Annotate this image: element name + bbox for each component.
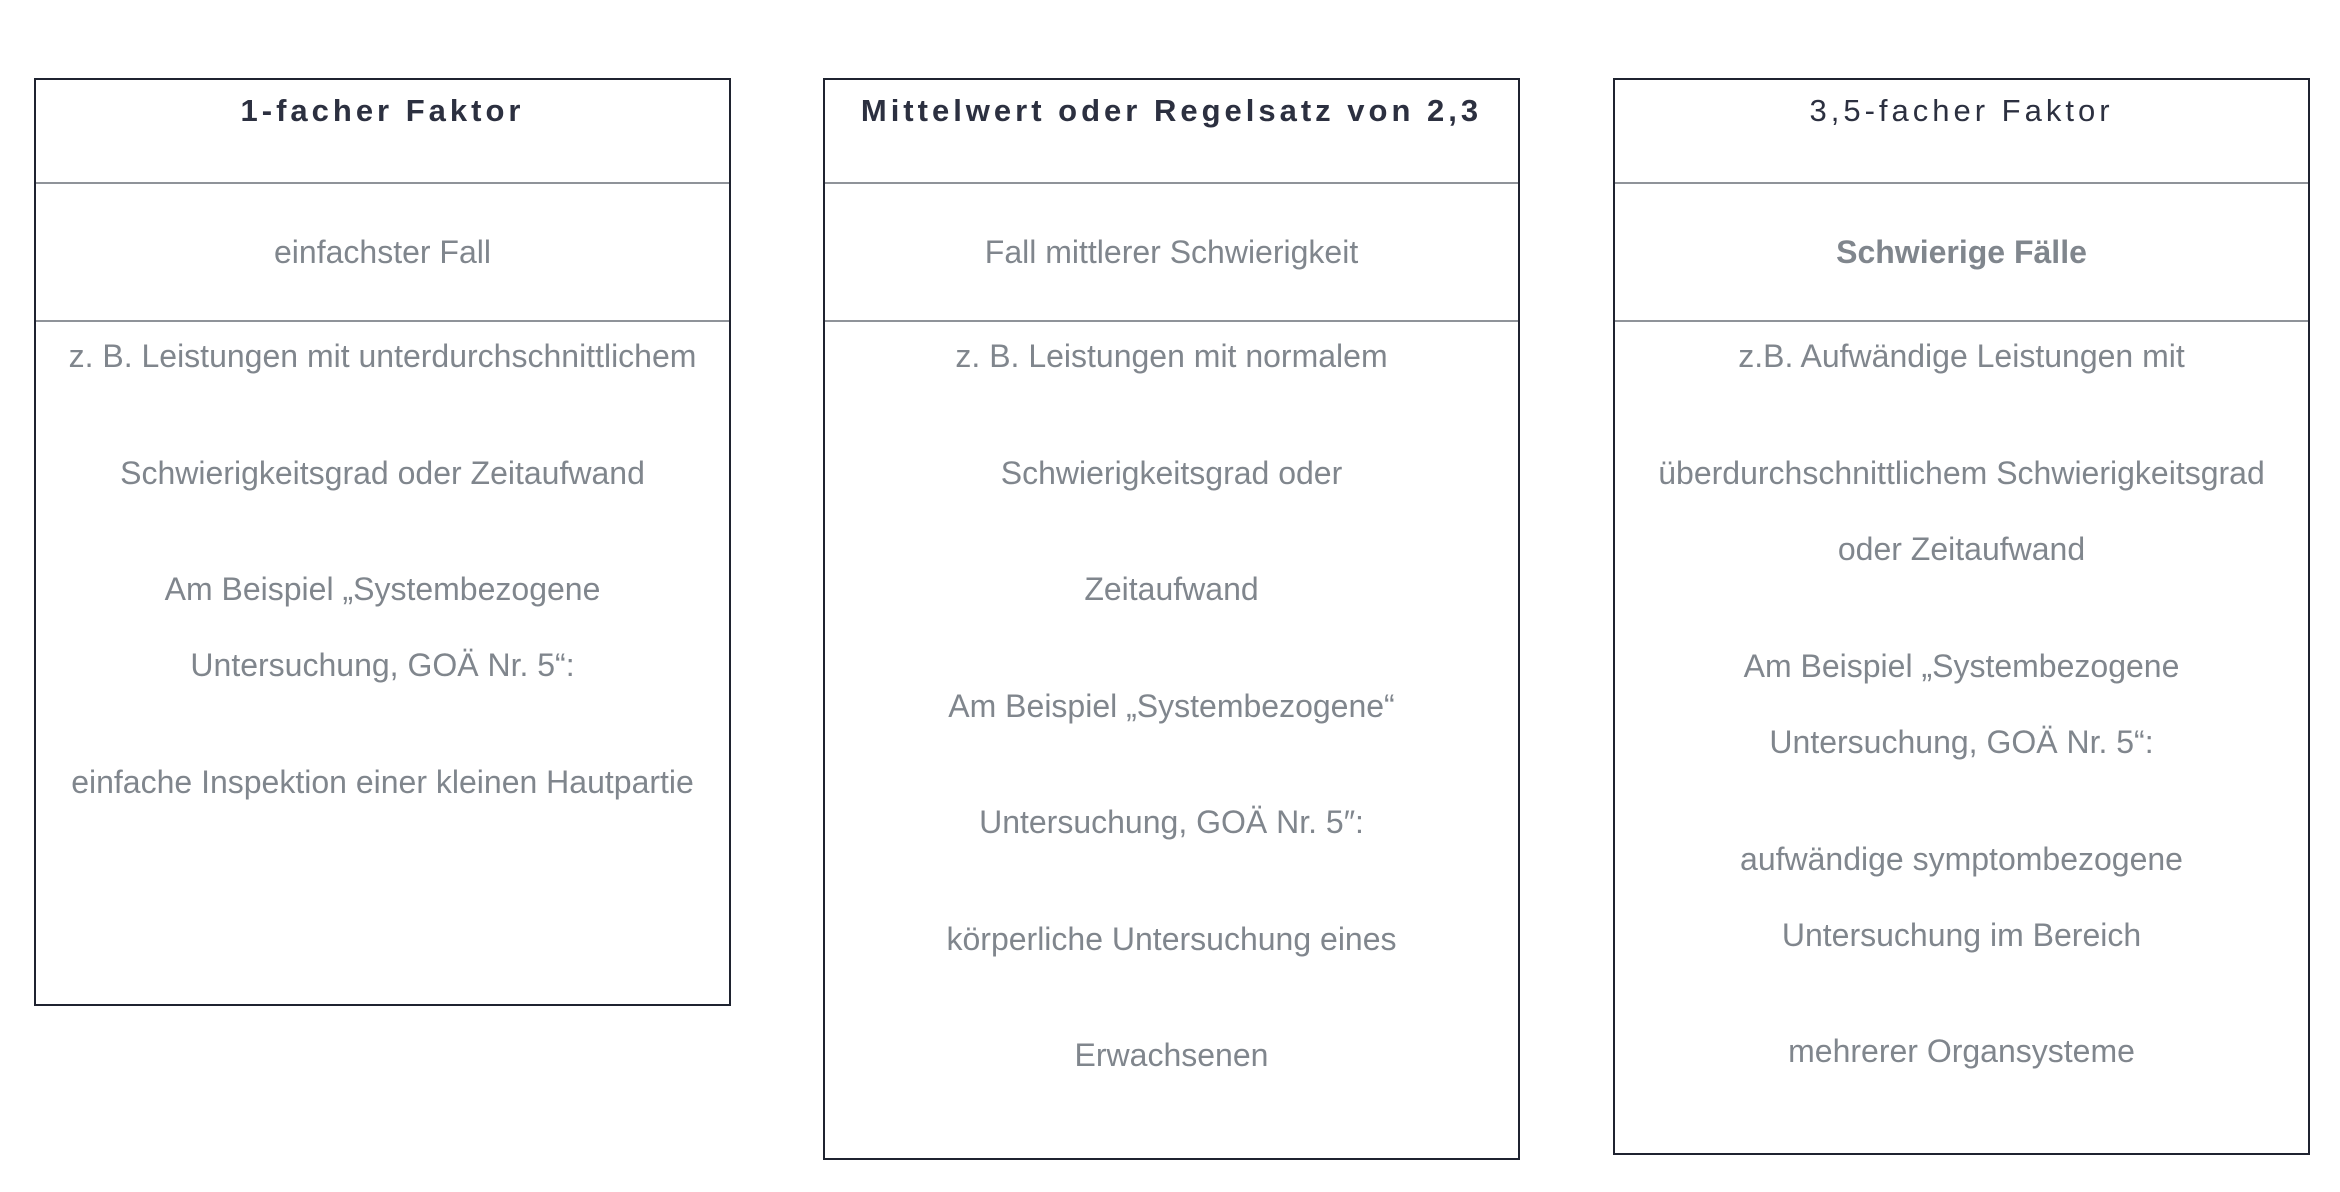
card-header: 1-facher Faktor	[36, 80, 729, 184]
body-line: Untersuchung, GOÄ Nr. 5“:	[1769, 724, 2154, 760]
card-header: 3,5-facher Faktor	[1615, 80, 2308, 184]
card-level: einfachster Fall	[36, 184, 729, 322]
body-line: körperliche Untersuchung eines	[946, 921, 1397, 957]
body-line: Schwierigkeitsgrad oder Zeitaufwand	[120, 455, 645, 491]
factor-card-2	[823, 78, 1520, 1160]
body-line: Am Beispiel „Systembezogene	[1743, 648, 2180, 684]
body-line: z. B. Leistungen mit unterdurchschnittlichem	[68, 338, 697, 374]
body-line: Schwierigkeitsgrad oder	[1000, 455, 1343, 491]
body-line: Am Beispiel „Systembezogene“	[948, 688, 1395, 724]
body-line: aufwändige symptombezogene	[1740, 841, 2183, 877]
body-line: überdurchschnittlichem Schwierigkeitsgrad	[1658, 455, 2265, 491]
factor-card-1	[34, 78, 731, 1006]
body-line: z. B. Leistungen mit normalem	[955, 338, 1388, 374]
body-line: oder Zeitaufwand	[1837, 531, 2086, 567]
factor-card-3	[1613, 78, 2310, 1155]
body-line: Zeitaufwand	[1084, 571, 1259, 607]
body-line: Erwachsenen	[1074, 1037, 1269, 1073]
body-line: Untersuchung, GOÄ Nr. 5“:	[190, 647, 575, 683]
card-level: Schwierige Fälle	[1615, 184, 2308, 322]
body-line: einfache Inspektion einer kleinen Hautpartie	[71, 764, 694, 800]
body-line: z.B. Aufwändige Leistungen mit	[1738, 338, 2185, 374]
card-header: Mittelwert oder Regelsatz von 2,3	[825, 80, 1518, 184]
card-level: Fall mittlerer Schwierigkeit	[825, 184, 1518, 322]
body-line: Untersuchung, GOÄ Nr. 5″:	[979, 804, 1364, 840]
body-line: mehrerer Organsysteme	[1788, 1033, 2135, 1069]
body-line: Untersuchung im Bereich	[1781, 917, 2142, 953]
body-line: Am Beispiel „Systembezogene	[164, 571, 601, 607]
